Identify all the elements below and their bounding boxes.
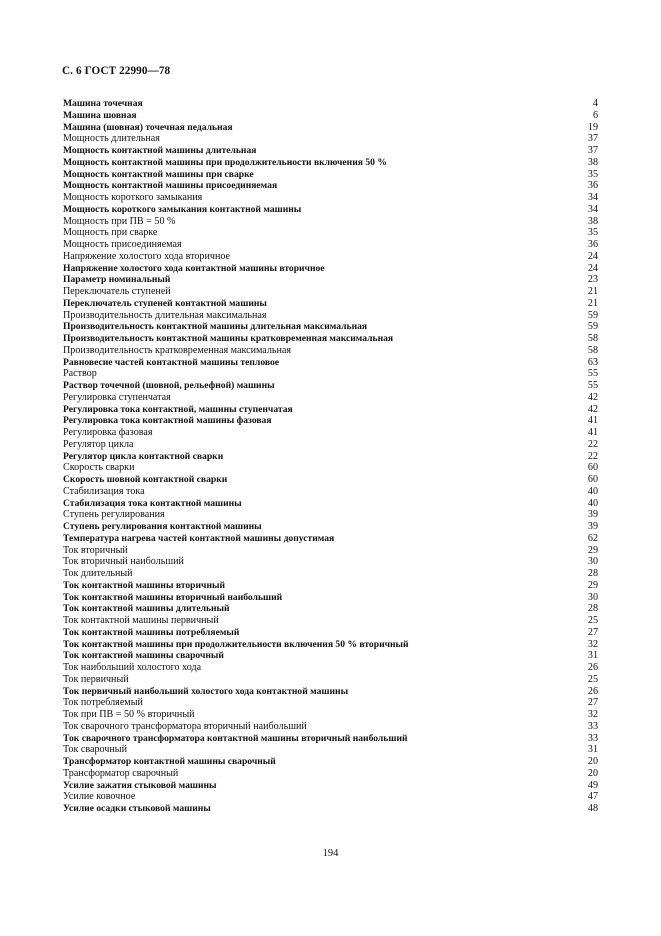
index-term: Ступень регулирования контактной машины (63, 521, 262, 532)
index-entry (63, 803, 598, 815)
index-term: Стабилизация тока контактной машины (63, 497, 242, 509)
index-entry (63, 639, 598, 651)
index-entry (63, 686, 598, 698)
index-entry (63, 439, 598, 451)
index-term: Температура нагрева частей контактной машины допустимая (63, 532, 335, 544)
index-term: Производительность кратковременная максимальная (63, 344, 292, 356)
index-term: Равновесие частей контактной машины тепловое (63, 356, 280, 368)
index-page-number: 22 (587, 450, 598, 462)
index-term: Мощность длительная (63, 133, 160, 145)
index-entry (63, 427, 598, 439)
index-term: Производительность контактной машины кратковременная максимальная (63, 333, 394, 344)
index-page-number: 38 (587, 156, 598, 168)
index-page-number: 26 (587, 662, 598, 673)
index-page-number: 55 (587, 368, 598, 380)
page-header: С. 6 ГОСТ 22990—78 (62, 65, 171, 77)
index-entry (63, 768, 598, 780)
index-entry (63, 650, 598, 662)
index-term: Ток при ПВ = 50 % вторичный (63, 709, 195, 720)
index-term: Трансформатор сварочный (63, 767, 179, 779)
index-entry (63, 568, 598, 580)
index-page-number: 31 (587, 650, 598, 662)
index-term: Мощность контактной машины длительная (63, 145, 257, 156)
index-term: Ток сварочный (63, 744, 127, 756)
index-page-number: 22 (587, 438, 598, 450)
index-page-number: 60 (587, 462, 598, 474)
index-entry (63, 392, 598, 404)
index-page-number: 27 (587, 626, 598, 638)
index-entry (63, 627, 598, 639)
index-page-number: 41 (587, 427, 598, 438)
index-entry (63, 204, 598, 216)
index-term: Раствор точечной (шовной, рельефной) машины (63, 380, 275, 391)
index-page-number: 49 (587, 779, 598, 791)
index-entry (63, 122, 598, 134)
index-page-number: 59 (587, 309, 598, 321)
index-term: Ток длительный (63, 568, 133, 579)
index-term: Ток первичный (63, 673, 129, 685)
index-entry (63, 404, 598, 416)
index-page-number: 63 (587, 356, 598, 368)
index-entry (63, 697, 598, 709)
index-entry (63, 615, 598, 627)
index-entry (63, 357, 598, 369)
index-term: Переключатель ступеней контактной машины (63, 297, 267, 309)
index-entry (63, 157, 598, 169)
index-page-number: 24 (587, 250, 598, 262)
index-term: Ток сварочного трансформатора контактной машины вторичный наибольший (63, 732, 408, 744)
index-entry (63, 498, 598, 510)
index-page-number: 35 (587, 227, 598, 239)
index-entry (63, 733, 598, 745)
index-term: Скорость сварки (63, 462, 135, 474)
index-entry (63, 662, 598, 674)
index-term: Напряжение холостого хода вторичное (63, 250, 231, 262)
index-term: Трансформатор контактной машины сварочный (63, 756, 276, 767)
index-entry (63, 533, 598, 545)
index-entry (63, 368, 598, 380)
index-entry (63, 110, 598, 122)
index-page-number: 41 (587, 415, 598, 427)
index-page-number: 26 (587, 685, 598, 697)
term-index-list (63, 98, 598, 815)
index-term: Машина точечная (63, 98, 143, 109)
index-page-number: 58 (587, 333, 598, 344)
index-term: Параметр номинальный (63, 274, 171, 286)
index-page-number: 24 (587, 262, 598, 274)
index-entry (63, 251, 598, 263)
index-page-number: 40 (587, 497, 598, 509)
index-entry (63, 744, 598, 756)
index-page-number: 60 (587, 474, 598, 485)
index-page-number: 36 (587, 180, 598, 192)
index-term: Ток контактной машины вторичный наибольший (63, 591, 283, 603)
index-page-number: 47 (587, 791, 598, 803)
index-page-number: 42 (587, 403, 598, 415)
index-term: Производительность контактной машины длительная максимальная (63, 321, 368, 333)
index-entry (63, 580, 598, 592)
index-entry (63, 791, 598, 803)
index-entry (63, 298, 598, 310)
index-term: Регулировка тока контактной машины фазовая (63, 415, 272, 427)
index-page-number: 33 (587, 720, 598, 732)
index-page-number: 39 (587, 521, 598, 532)
index-page-number: 59 (587, 321, 598, 333)
index-term: Мощность короткого замыкания контактной машины (63, 203, 302, 215)
index-term: Мощность при сварке (63, 227, 158, 239)
index-page-number: 32 (587, 638, 598, 650)
index-entry (63, 192, 598, 204)
index-page-number: 28 (587, 568, 598, 579)
index-page-number: 36 (587, 239, 598, 250)
index-page-number: 30 (587, 556, 598, 568)
index-entry (63, 286, 598, 298)
index-term: Напряжение холостого хода контактной машины вторичное (63, 262, 325, 274)
index-term: Мощность контактной машины присоединяемая (63, 180, 278, 192)
index-entry (63, 345, 598, 357)
index-page-number: 30 (587, 591, 598, 603)
index-term: Ток вторичный (63, 544, 128, 556)
index-entry (63, 333, 598, 345)
index-entry (63, 98, 598, 110)
index-entry (63, 603, 598, 615)
index-entry (63, 133, 598, 145)
index-entry (63, 674, 598, 686)
index-page-number: 31 (587, 744, 598, 756)
index-entry (63, 321, 598, 333)
index-term: Ток наибольший холостого хода (63, 662, 202, 673)
index-term: Мощность короткого замыкания (63, 192, 203, 203)
index-entry (63, 274, 598, 286)
index-entry (63, 145, 598, 157)
index-term: Ток контактной машины при продолжительности включения 50 % вторичный (63, 638, 409, 650)
index-term: Регулировка ступенчатая (63, 391, 171, 403)
index-page-number: 55 (587, 380, 598, 391)
index-page-number: 58 (587, 344, 598, 356)
index-term: Регулятор цикла контактной сварки (63, 450, 224, 462)
index-term: Регулировка тока контактной, машины ступенчатая (63, 403, 293, 415)
index-page-number: 38 (587, 215, 598, 227)
index-page-number: 25 (587, 615, 598, 626)
index-page-number: 37 (587, 133, 598, 145)
index-entry (63, 239, 598, 251)
index-term: Переключатель ступеней (63, 286, 171, 297)
index-entry (63, 545, 598, 557)
index-page-number: 20 (587, 756, 598, 767)
index-page-number: 20 (587, 767, 598, 779)
index-entry (63, 263, 598, 275)
index-term: Ступень регулирования (63, 509, 165, 521)
index-page-number: 27 (587, 697, 598, 709)
index-page-number: 35 (587, 168, 598, 180)
index-entry (63, 180, 598, 192)
index-term: Усилие ковочное (63, 791, 136, 803)
index-page-number: 40 (587, 485, 598, 497)
index-term: Ток контактной машины вторичный (63, 579, 225, 591)
index-page-number: 28 (587, 603, 598, 615)
index-term: Мощность контактной машины при сварке (63, 168, 254, 180)
index-page-number: 4 (592, 98, 598, 109)
index-term: Регулятор цикла (63, 438, 134, 450)
index-term: Ток контактной машины длительный (63, 603, 230, 615)
index-term: Ток потребляемый (63, 697, 143, 709)
index-term: Мощность присоединяемая (63, 239, 182, 250)
index-term: Ток первичный наибольший холостого хода контактной машины (63, 685, 349, 697)
index-entry (63, 780, 598, 792)
index-page-number: 37 (587, 145, 598, 156)
index-entry (63, 415, 598, 427)
index-term: Ток контактной машины сварочный (63, 650, 224, 662)
index-page-number: 21 (587, 297, 598, 309)
index-entry (63, 462, 598, 474)
index-term: Машина шовная (63, 109, 137, 121)
index-page-number: 19 (587, 121, 598, 133)
index-page-number: 29 (587, 544, 598, 556)
index-term: Ток контактной машины первичный (63, 615, 219, 626)
index-page-number: 23 (587, 274, 598, 286)
page-number-footer: 194 (322, 848, 339, 859)
index-page-number: 42 (587, 391, 598, 403)
index-entry (63, 474, 598, 486)
index-entry (63, 556, 598, 568)
index-entry (63, 310, 598, 322)
index-page-number: 34 (587, 203, 598, 215)
index-term: Ток сварочного трансформатора вторичный наибольший (63, 720, 307, 732)
index-term: Скорость шовной контактной сварки (63, 474, 228, 485)
index-page-number: 33 (587, 732, 598, 744)
index-page-number: 48 (587, 803, 598, 814)
index-page-number: 6 (592, 109, 598, 121)
index-term: Производительность длительная максимальная (63, 309, 267, 321)
index-entry (63, 509, 598, 521)
index-entry (63, 451, 598, 463)
index-page-number: 32 (587, 709, 598, 720)
index-entry (63, 709, 598, 721)
index-entry (63, 592, 598, 604)
index-page-number: 34 (587, 192, 598, 203)
index-term: Машина (шовная) точечная педальная (63, 121, 233, 133)
index-term: Ток вторичный наибольший (63, 556, 184, 568)
index-page-number: 25 (587, 673, 598, 685)
index-entry (63, 756, 598, 768)
index-term: Стабилизация тока (63, 485, 145, 497)
index-entry (63, 169, 598, 181)
index-term: Мощность контактной машины при продолжительности включения 50 % (63, 156, 387, 168)
index-term: Усилие осадки стыковой машины (63, 803, 211, 814)
index-entry (63, 486, 598, 498)
index-entry (63, 380, 598, 392)
index-page-number: 29 (587, 579, 598, 591)
index-page-number: 39 (587, 509, 598, 521)
index-entry (63, 521, 598, 533)
index-term: Раствор (63, 368, 97, 380)
index-term: Мощность при ПВ = 50 % (63, 215, 176, 227)
index-page-number: 62 (587, 532, 598, 544)
index-term: Ток контактной машины потребляемый (63, 626, 240, 638)
index-entry (63, 216, 598, 228)
index-entry (63, 227, 598, 239)
index-term: Регулировка фазовая (63, 427, 153, 438)
index-term: Усилие зажатия стыковой машины (63, 779, 217, 791)
index-page-number: 21 (587, 286, 598, 297)
index-entry (63, 721, 598, 733)
